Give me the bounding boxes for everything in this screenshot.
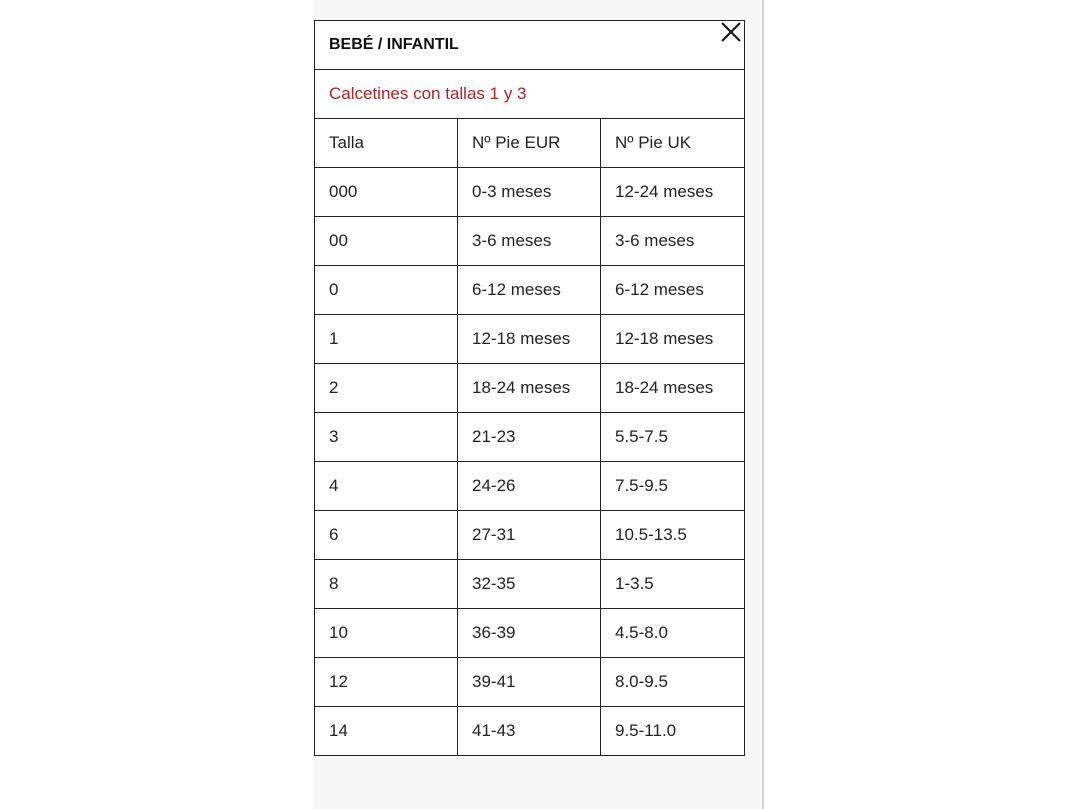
cell-eur: 6-12 meses — [458, 266, 601, 315]
cell-eur: 27-31 — [458, 511, 601, 560]
cell-talla: 4 — [315, 462, 458, 511]
cell-uk: 3-6 meses — [601, 217, 745, 266]
cell-eur: 32-35 — [458, 560, 601, 609]
cell-eur: 18-24 meses — [458, 364, 601, 413]
cell-uk: 4.5-8.0 — [601, 609, 745, 658]
cell-uk: 10.5-13.5 — [601, 511, 745, 560]
cell-talla: 2 — [315, 364, 458, 413]
cell-talla: 8 — [315, 560, 458, 609]
subtitle-row — [315, 70, 745, 119]
table-row — [315, 560, 745, 609]
cell-talla: 3 — [315, 413, 458, 462]
table-row — [315, 707, 745, 756]
cell-uk: 18-24 meses — [601, 364, 745, 413]
cell-talla: 14 — [315, 707, 458, 756]
dialog-title: BEBÉ / INFANTIL — [315, 21, 745, 70]
cell-uk: 12-24 meses — [601, 168, 745, 217]
size-chart-body — [315, 21, 745, 756]
close-button[interactable] — [719, 20, 743, 44]
cell-uk: 5.5-7.5 — [601, 413, 745, 462]
cell-eur: 41-43 — [458, 707, 601, 756]
table-row — [315, 609, 745, 658]
cell-eur: 24-26 — [458, 462, 601, 511]
table-row — [315, 413, 745, 462]
cell-talla: 00 — [315, 217, 458, 266]
column-header-eur: Nº Pie EUR — [458, 119, 601, 168]
table-row — [315, 315, 745, 364]
cell-eur: 0-3 meses — [458, 168, 601, 217]
header-row — [315, 119, 745, 168]
table-row — [315, 658, 745, 707]
table-row — [315, 511, 745, 560]
dialog-subtitle: Calcetines con tallas 1 y 3 — [315, 70, 745, 119]
close-icon — [719, 20, 743, 44]
cell-talla: 1 — [315, 315, 458, 364]
cell-talla: 0 — [315, 266, 458, 315]
cell-eur: 3-6 meses — [458, 217, 601, 266]
cell-uk: 6-12 meses — [601, 266, 745, 315]
cell-uk: 9.5-11.0 — [601, 707, 745, 756]
table-row — [315, 266, 745, 315]
table-row — [315, 168, 745, 217]
cell-talla: 10 — [315, 609, 458, 658]
cell-uk: 8.0-9.5 — [601, 658, 745, 707]
cell-eur: 36-39 — [458, 609, 601, 658]
table-row — [315, 217, 745, 266]
cell-talla: 12 — [315, 658, 458, 707]
cell-talla: 000 — [315, 168, 458, 217]
cell-uk: 12-18 meses — [601, 315, 745, 364]
cell-uk: 7.5-9.5 — [601, 462, 745, 511]
cell-talla: 6 — [315, 511, 458, 560]
cell-eur: 21-23 — [458, 413, 601, 462]
table-row — [315, 364, 745, 413]
cell-eur: 12-18 meses — [458, 315, 601, 364]
column-header-talla: Talla — [315, 119, 458, 168]
cell-uk: 1-3.5 — [601, 560, 745, 609]
cell-eur: 39-41 — [458, 658, 601, 707]
table-row — [315, 462, 745, 511]
size-chart-table — [314, 20, 745, 756]
title-row — [315, 21, 745, 70]
column-header-uk: Nº Pie UK — [601, 119, 745, 168]
